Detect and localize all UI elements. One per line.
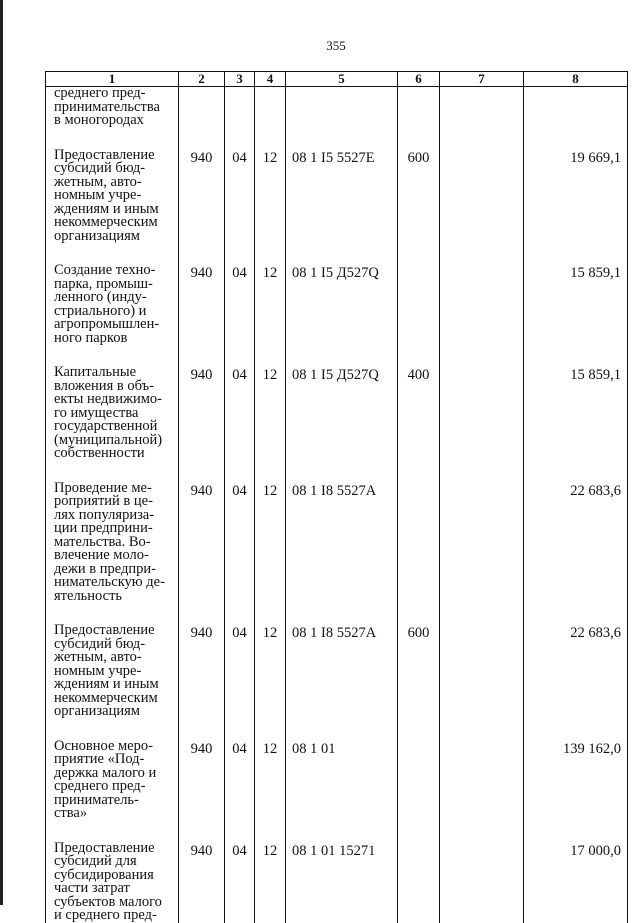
row-name-line: (муниципальной) — [54, 431, 163, 448]
row-name-line: жетным, авто- — [54, 649, 142, 665]
spacer-cell — [286, 243, 398, 264]
row-section-code: 04 — [225, 842, 255, 923]
row-name-line: принимательства — [54, 98, 160, 115]
row-expense-type-code: 400 — [398, 366, 440, 461]
spacer-cell — [179, 461, 225, 482]
row-name-line: Предоставление — [54, 622, 155, 638]
row-name-line: ленного (инду- — [54, 289, 147, 305]
spacer-cell — [255, 821, 286, 842]
spacer-cell — [255, 461, 286, 482]
row-spacer — [46, 461, 628, 482]
spacer-cell — [225, 128, 255, 149]
page-number: 355 — [326, 38, 346, 53]
spacer-cell — [225, 719, 255, 740]
row-subsection-code: 12 — [255, 842, 286, 923]
row-name-line: вложения в объ- — [54, 377, 154, 394]
row-target-article-code — [286, 87, 398, 128]
row-expense-type-code — [398, 842, 440, 923]
row-name-line: ждениям и иным — [54, 676, 159, 692]
spacer-cell — [440, 821, 524, 842]
row-name-line: Предоставление — [54, 146, 155, 163]
spacer-cell — [440, 603, 524, 624]
row-name-line: собственности — [54, 445, 145, 461]
row-spacer — [46, 243, 628, 264]
spacer-cell — [46, 243, 179, 264]
row-spacer — [46, 821, 628, 842]
row-section-code: 04 — [225, 149, 255, 244]
header-col-8: 8 — [524, 72, 628, 87]
row-name-line: среднего пред- — [54, 85, 146, 101]
spacer-cell — [255, 243, 286, 264]
row-subsection-code: 12 — [255, 149, 286, 244]
spacer-cell — [255, 345, 286, 366]
spacer-cell — [398, 603, 440, 624]
spacer-cell — [46, 719, 179, 740]
table-row — [46, 482, 628, 604]
header-col-2: 2 — [179, 72, 225, 87]
row-subsection-code: 12 — [255, 482, 286, 604]
spacer-cell — [179, 821, 225, 842]
row-spacer — [46, 128, 628, 149]
row-name-line: субъектов малого — [54, 893, 162, 910]
row-name-line: Капитальные — [54, 364, 137, 380]
row-name-line: номным учре- — [54, 187, 142, 203]
header-col-5: 5 — [286, 72, 398, 87]
row-name-cell — [46, 146, 179, 244]
spacer-cell — [255, 603, 286, 624]
row-amount: 22 683,6 — [524, 482, 628, 604]
row-col-7 — [440, 740, 524, 821]
row-name-line: дежи в предпри- — [54, 560, 156, 577]
spacer-cell — [255, 128, 286, 149]
spacer-cell — [46, 461, 179, 482]
spacer-cell — [179, 128, 225, 149]
row-expense-type-code — [398, 264, 440, 345]
row-name-line: государственной — [54, 418, 158, 434]
spacer-cell — [398, 243, 440, 264]
spacer-cell — [225, 243, 255, 264]
spacer-cell — [286, 345, 398, 366]
spacer-cell — [286, 128, 398, 149]
row-ministry-code: 940 — [179, 149, 225, 244]
spacer-cell — [179, 345, 225, 366]
row-amount: 15 859,1 — [524, 366, 628, 461]
row-name-cell — [46, 264, 179, 345]
spacer-cell — [225, 821, 255, 842]
row-name-line: парка, промыш- — [54, 275, 153, 292]
row-name-line: екты недвижимо- — [54, 391, 163, 407]
row-name-cell — [46, 624, 179, 719]
row-subsection-code — [255, 87, 286, 128]
row-expense-type-code — [398, 740, 440, 821]
row-name-cell — [46, 366, 179, 461]
spacer-cell — [286, 719, 398, 740]
row-section-code — [225, 87, 255, 128]
row-spacer — [46, 603, 628, 624]
table-row — [46, 264, 628, 345]
row-section-code: 04 — [225, 624, 255, 719]
spacer-cell — [46, 821, 179, 842]
spacer-cell — [179, 243, 225, 264]
header-col-4: 4 — [255, 72, 286, 87]
row-subsection-code: 12 — [255, 264, 286, 345]
spacer-cell — [398, 128, 440, 149]
spacer-cell — [524, 719, 628, 740]
spacer-cell — [524, 128, 628, 149]
row-col-7 — [440, 482, 524, 604]
spacer-cell — [524, 461, 628, 482]
row-name-line: стриального) и — [54, 302, 147, 319]
row-name-line: ции предприни- — [54, 520, 153, 536]
row-spacer — [46, 345, 628, 366]
spacer-cell — [225, 345, 255, 366]
row-name-line: мательства. Во- — [54, 533, 151, 550]
row-name-line: среднего пред- — [54, 778, 146, 794]
spacer-cell — [179, 603, 225, 624]
row-name-line: Основное меро- — [54, 737, 153, 754]
row-name-line: номным учре- — [54, 662, 142, 679]
row-name-line: ятельность — [54, 587, 123, 604]
row-name-line: некоммерческим — [54, 214, 158, 230]
spacer-cell — [440, 128, 524, 149]
spacer-cell — [46, 603, 179, 624]
spacer-cell — [225, 603, 255, 624]
spacer-cell — [524, 345, 628, 366]
spacer-cell — [225, 461, 255, 482]
spacer-cell — [398, 345, 440, 366]
row-col-7 — [440, 87, 524, 128]
row-ministry-code: 940 — [179, 366, 225, 461]
row-expense-type-code — [398, 87, 440, 128]
budget-table — [45, 71, 628, 923]
row-amount — [524, 87, 628, 128]
row-name-line: субсидий для — [54, 853, 137, 869]
row-target-article-code: 08 1 01 15271 — [286, 842, 398, 923]
row-name-line: субсидий бюд- — [54, 160, 146, 176]
spacer-cell — [524, 243, 628, 264]
row-name-cell — [46, 839, 179, 923]
row-name-line: приниматель- — [54, 791, 139, 808]
row-spacer — [46, 719, 628, 740]
row-name-line: в моногородах — [54, 112, 144, 128]
row-name-line: приятие «Под- — [54, 751, 145, 767]
row-section-code: 04 — [225, 366, 255, 461]
spacer-cell — [179, 719, 225, 740]
spacer-cell — [398, 821, 440, 842]
row-name-line: организациям — [54, 227, 140, 244]
spacer-cell — [524, 603, 628, 624]
row-col-7 — [440, 366, 524, 461]
spacer-cell — [286, 603, 398, 624]
row-col-7 — [440, 842, 524, 923]
table-row — [46, 624, 628, 719]
row-name-line: роприятий в це- — [54, 493, 153, 509]
table-row — [46, 149, 628, 244]
row-subsection-code: 12 — [255, 624, 286, 719]
row-amount: 17 000,0 — [524, 842, 628, 923]
row-name-line: ждениям и иным — [54, 200, 159, 217]
row-subsection-code: 12 — [255, 366, 286, 461]
row-target-article-code: 08 1 01 — [286, 740, 398, 821]
header-col-7: 7 — [440, 72, 524, 87]
spacer-cell — [440, 719, 524, 740]
row-col-7 — [440, 264, 524, 345]
row-name-line: некоммерческим — [54, 689, 158, 706]
row-name-cell — [46, 737, 179, 821]
row-section-code: 04 — [225, 482, 255, 604]
row-target-article-code: 08 1 I5 5527E — [286, 149, 398, 244]
header-col-3: 3 — [225, 72, 255, 87]
row-target-article-code: 08 1 I5 Д527Q — [286, 264, 398, 345]
spacer-cell — [286, 461, 398, 482]
spacer-cell — [46, 128, 179, 149]
scan-edge — [0, 0, 3, 905]
row-ministry-code: 940 — [179, 842, 225, 923]
row-name-line: Проведение ме- — [54, 479, 152, 496]
row-section-code: 04 — [225, 264, 255, 345]
row-target-article-code: 08 1 I8 5527A — [286, 482, 398, 604]
row-expense-type-code: 600 — [398, 624, 440, 719]
row-name-line: Предоставление — [54, 839, 155, 856]
row-name-line: организациям — [54, 703, 140, 719]
row-col-7 — [440, 624, 524, 719]
spacer-cell — [440, 461, 524, 482]
row-name-line: субсидирования — [54, 866, 154, 883]
row-name-line: Создание техно- — [54, 262, 156, 278]
row-name-line: влечение моло- — [54, 547, 149, 563]
table-body — [46, 87, 628, 923]
row-name-cell — [46, 87, 179, 128]
spacer-cell — [286, 821, 398, 842]
row-ministry-code — [179, 87, 225, 128]
spacer-cell — [440, 243, 524, 264]
row-name-line: го имущества — [54, 404, 139, 421]
row-target-article-code: 08 1 I8 5527A — [286, 624, 398, 719]
row-name-line: лях популяриза- — [54, 506, 155, 523]
row-subsection-code: 12 — [255, 740, 286, 821]
spacer-cell — [398, 719, 440, 740]
row-name-line: ства» — [54, 805, 88, 821]
spacer-cell — [398, 461, 440, 482]
row-name-line: части затрат — [54, 880, 130, 896]
row-section-code: 04 — [225, 740, 255, 821]
header-col-1: 1 — [46, 72, 179, 87]
row-expense-type-code: 600 — [398, 149, 440, 244]
row-target-article-code: 08 1 I5 Д527Q — [286, 366, 398, 461]
row-ministry-code: 940 — [179, 624, 225, 719]
table-row — [46, 740, 628, 821]
row-name-line: субсидий бюд- — [54, 635, 146, 652]
row-name-line: держка малого и — [54, 764, 157, 781]
spacer-cell — [440, 345, 524, 366]
spacer-cell — [524, 821, 628, 842]
row-amount: 19 669,1 — [524, 149, 628, 244]
table-row — [46, 87, 628, 128]
spacer-cell — [46, 345, 179, 366]
row-name-line: агропромышлен- — [54, 316, 160, 332]
header-col-6: 6 — [398, 72, 440, 87]
spacer-cell — [255, 719, 286, 740]
row-amount: 15 859,1 — [524, 264, 628, 345]
table-row — [46, 842, 628, 923]
row-name-cell — [46, 479, 179, 604]
row-name-line: нимательскую де- — [54, 574, 165, 590]
row-amount: 139 162,0 — [524, 740, 628, 821]
row-col-7 — [440, 149, 524, 244]
row-amount: 22 683,6 — [524, 624, 628, 719]
row-name-line: и среднего пред- — [54, 907, 157, 923]
row-ministry-code: 940 — [179, 740, 225, 821]
row-expense-type-code — [398, 482, 440, 604]
row-ministry-code: 940 — [179, 482, 225, 604]
table-row — [46, 366, 628, 461]
row-name-line: ного парков — [54, 329, 128, 346]
row-ministry-code: 940 — [179, 264, 225, 345]
row-name-line: жетным, авто- — [54, 173, 142, 190]
